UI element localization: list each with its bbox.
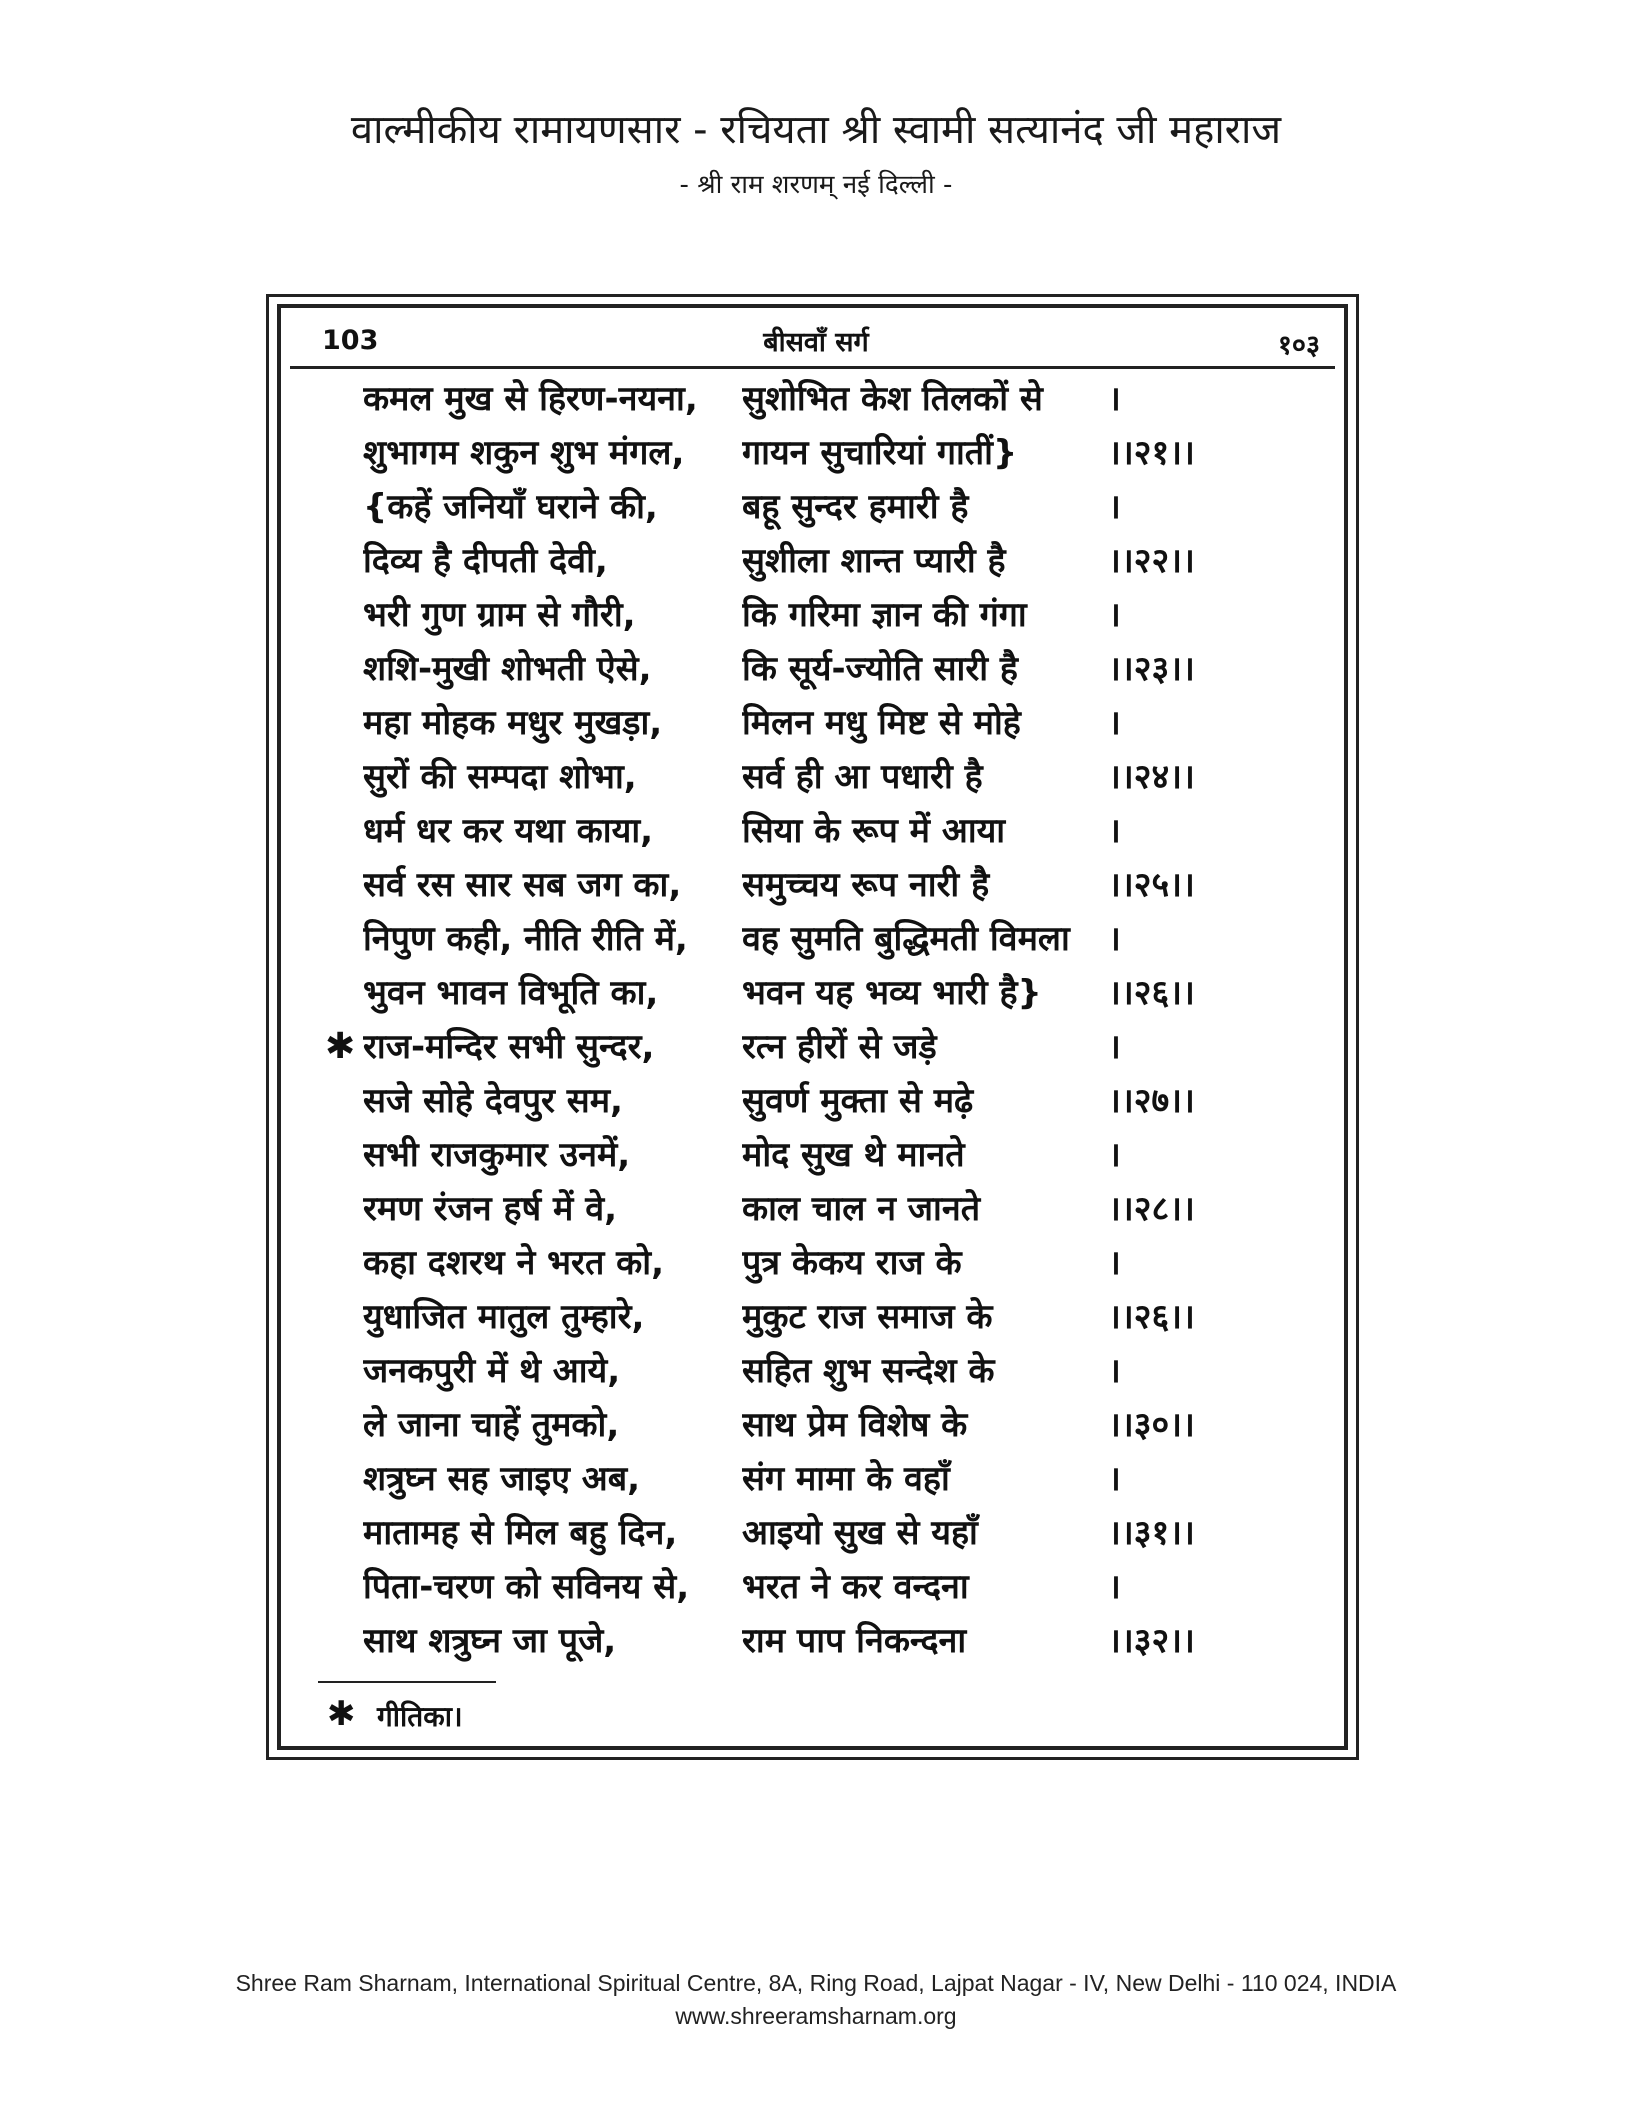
- verse-number: ।: [1108, 379, 1121, 419]
- verse-second-half: गायन सुचारियां गातीं}: [742, 433, 1018, 473]
- verse-line: [0, 372, 1632, 426]
- verse-first-half: कहा दशरथ ने भरत को,: [363, 1243, 665, 1283]
- verse-first-half: शुभागम शकुन शुभ मंगल,: [363, 433, 685, 473]
- verse-second-half: काल चाल न जानते: [742, 1189, 981, 1229]
- verse-line: [0, 1344, 1632, 1398]
- verse-number: ।: [1108, 1027, 1121, 1067]
- verse-second-half: कि सूर्य-ज्योति सारी है: [742, 649, 1018, 689]
- verse-number: ।: [1108, 595, 1121, 635]
- verse-second-half: सर्व ही आ पधारी है: [742, 757, 983, 797]
- verse-second-half: पुत्र केकय राज के: [742, 1243, 962, 1283]
- verse-line: [0, 858, 1632, 912]
- verse-line: [0, 912, 1632, 966]
- verse-first-half: भरी गुण ग्राम से गौरी,: [363, 595, 636, 635]
- verse-line: [0, 1236, 1632, 1290]
- verse-line: [0, 804, 1632, 858]
- verse-second-half: मोद सुख थे मानते: [742, 1135, 965, 1175]
- verse-first-half: दिव्य है दीपती देवी,: [363, 541, 608, 581]
- verse-first-half: शत्रुघ्न सह जाइए अब,: [363, 1459, 641, 1499]
- verse-second-half: मिलन मधु मिष्ट से मोहे: [742, 703, 1021, 743]
- verse-line: [0, 696, 1632, 750]
- verse-second-half: रत्न हीरों से जड़े: [742, 1027, 937, 1067]
- verse-list: [0, 372, 1632, 1668]
- verse-number: ।: [1108, 1135, 1121, 1175]
- verse-line: [0, 1290, 1632, 1344]
- verse-number: ।।२६।।: [1108, 973, 1195, 1013]
- verse-first-half: जनकपुरी में थे आये,: [363, 1351, 621, 1391]
- verse-second-half: सुशीला शान्त प्यारी है: [742, 541, 1006, 581]
- verse-first-half: रमण रंजन हर्ष में वे,: [363, 1189, 618, 1229]
- verse-number: ।: [1108, 1567, 1121, 1607]
- verse-line: [0, 1128, 1632, 1182]
- verse-number: ।।३२।।: [1108, 1621, 1195, 1661]
- footnote-asterisk-icon: ✱: [327, 1694, 356, 1734]
- verse-first-half: साथ शत्रुघ्न जा पूजे,: [363, 1621, 617, 1661]
- verse-asterisk-icon: ✱: [325, 1026, 356, 1067]
- verse-second-half: बहू सुन्दर हमारी है: [742, 487, 969, 527]
- verse-first-half: ले जाना चाहें तुमको,: [363, 1405, 620, 1445]
- verse-second-half: सिया के रूप में आया: [742, 811, 1006, 851]
- header-divider: [290, 366, 1335, 369]
- verse-line: [0, 750, 1632, 804]
- page-number-devanagari: १०३: [1277, 330, 1320, 361]
- verse-line: [0, 1182, 1632, 1236]
- verse-second-half: साथ प्रेम विशेष के: [742, 1405, 968, 1445]
- verse-second-half: कि गरिमा ज्ञान की गंगा: [742, 595, 1027, 635]
- verse-number: ।।२६।।: [1108, 1297, 1195, 1337]
- verse-line: [0, 1020, 1632, 1074]
- book-title: वाल्मीकीय रामायणसार - रचियता श्री स्वामी सत्यानंद जी महाराज: [350, 107, 1282, 153]
- verse-line: [0, 642, 1632, 696]
- verse-first-half: महा मोहक मधुर मुखड़ा,: [363, 703, 663, 743]
- verse-number: ।।२१।।: [1108, 433, 1195, 473]
- verse-first-half: मातामह से मिल बहु दिन,: [363, 1513, 678, 1553]
- verse-line: [0, 480, 1632, 534]
- verse-number: ।।३१।।: [1108, 1513, 1195, 1553]
- footnote-divider: [318, 1681, 496, 1683]
- verse-number: ।: [1108, 919, 1121, 959]
- verse-line: [0, 534, 1632, 588]
- verse-line: [0, 1452, 1632, 1506]
- verse-first-half: सुरों की सम्पदा शोभा,: [363, 757, 637, 797]
- verse-number: ।।३०।।: [1108, 1405, 1195, 1445]
- footnote-text: गीतिका।: [377, 1700, 463, 1733]
- verse-number: ।।२३।।: [1108, 649, 1195, 689]
- verse-second-half: संग मामा के वहाँ: [742, 1459, 950, 1499]
- verse-line: [0, 1398, 1632, 1452]
- verse-number: ।: [1108, 487, 1121, 527]
- verse-first-half: धर्म धर कर यथा काया,: [363, 811, 654, 851]
- verse-line: [0, 1074, 1632, 1128]
- footer-address: Shree Ram Sharnam, International Spiritual Centre, 8A, Ring Road, Lajpat Nagar - IV, New Delhi - 110 024, INDIA: [235, 1970, 1397, 1996]
- verse-number: ।: [1108, 1351, 1121, 1391]
- verse-first-half: भुवन भावन विभूति का,: [363, 973, 659, 1013]
- verse-number: ।।२७।।: [1108, 1081, 1195, 1121]
- verse-second-half: समुच्चय रूप नारी है: [742, 865, 990, 905]
- verse-first-half: सर्व रस सार सब जग का,: [363, 865, 682, 905]
- verse-second-half: राम पाप निकन्दना: [742, 1621, 967, 1661]
- chapter-heading: बीसवाँ सर्ग: [763, 327, 869, 358]
- verse-line: [0, 426, 1632, 480]
- verse-line: [0, 1506, 1632, 1560]
- verse-first-half: शशि-मुखी शोभती ऐसे,: [363, 649, 652, 689]
- verse-first-half: सजे सोहे देवपुर सम,: [363, 1081, 623, 1121]
- verse-number: ।: [1108, 703, 1121, 743]
- verse-number: ।।२५।।: [1108, 865, 1195, 905]
- book-subtitle: - श्री राम शरणम् नई दिल्ली -: [679, 170, 953, 200]
- verse-second-half: भवन यह भव्य भारी है}: [742, 973, 1042, 1013]
- verse-first-half: पिता-चरण को सविनय से,: [363, 1567, 690, 1607]
- verse-first-half: कमल मुख से हिरण-नयना,: [363, 379, 698, 419]
- page-number-arabic: 103: [322, 325, 379, 356]
- verse-first-half: {कहें जनियाँ घराने की,: [363, 487, 658, 527]
- verse-number: ।: [1108, 1459, 1121, 1499]
- verse-number: ।।२२।।: [1108, 541, 1195, 581]
- verse-first-half: निपुण कही, नीति रीति में,: [363, 919, 688, 959]
- verse-number: ।: [1108, 1243, 1121, 1283]
- verse-line: [0, 588, 1632, 642]
- verse-number: ।: [1108, 811, 1121, 851]
- verse-second-half: सहित शुभ सन्देश के: [742, 1351, 995, 1391]
- verse-number: ।।२४।।: [1108, 757, 1195, 797]
- verse-first-half: युधाजित मातुल तुम्हारे,: [363, 1297, 645, 1337]
- verse-second-half: मुकुट राज समाज के: [742, 1297, 993, 1337]
- verse-line: [0, 1614, 1632, 1668]
- verse-second-half: सुवर्ण मुक्ता से मढ़े: [742, 1081, 974, 1121]
- verse-number: ।।२८।।: [1108, 1189, 1195, 1229]
- verse-line: [0, 966, 1632, 1020]
- verse-first-half: सभी राजकुमार उनमें,: [363, 1135, 631, 1175]
- footer-website[interactable]: www.shreeramsharnam.org: [675, 2003, 957, 2029]
- verse-second-half: सुशोभित केश तिलकों से: [742, 379, 1043, 419]
- verse-first-half: राज-मन्दिर सभी सुन्दर,: [363, 1027, 655, 1067]
- verse-second-half: भरत ने कर वन्दना: [742, 1567, 969, 1607]
- verse-line: [0, 1560, 1632, 1614]
- verse-second-half: वह सुमति बुद्धिमती विमला: [742, 919, 1070, 959]
- verse-second-half: आइयो सुख से यहाँ: [742, 1513, 978, 1553]
